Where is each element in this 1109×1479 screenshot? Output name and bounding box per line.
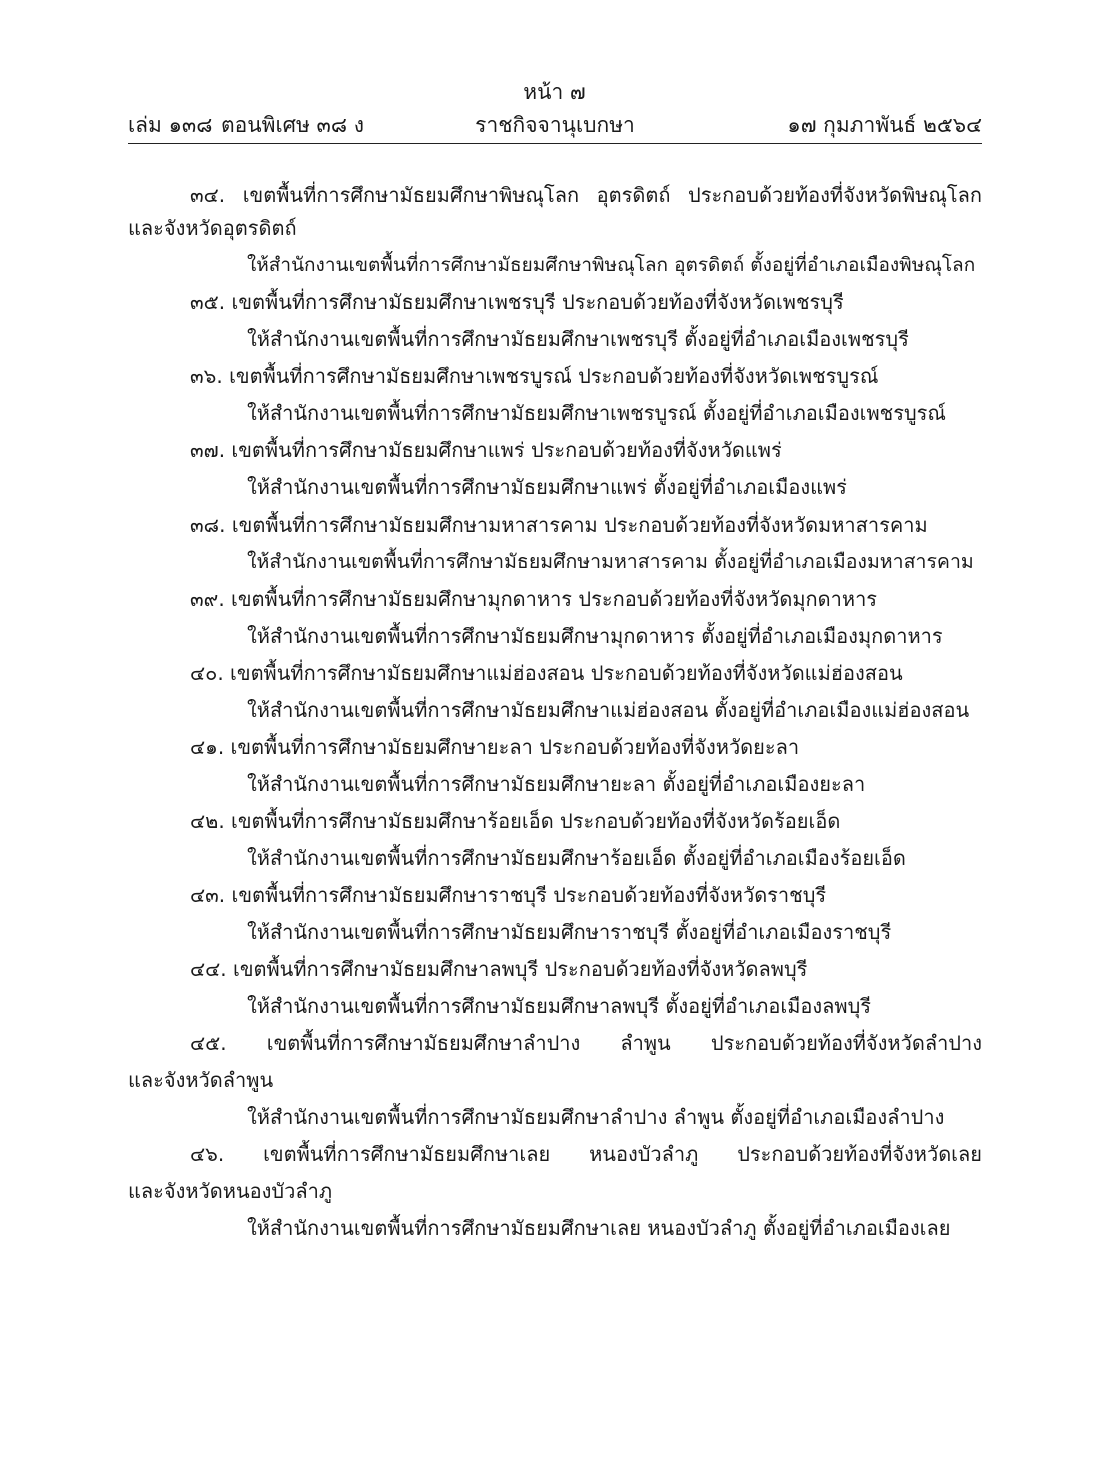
issue-date: ๑๗ กุมภาพันธ์ ๒๕๖๔ <box>787 113 982 137</box>
item-41-text: ๔๑. เขตพื้นที่การศึกษามัธยมศึกษายะลา ประกอบด้วยท้องที่จังหวัดยะลา <box>190 735 800 759</box>
gazette-header <box>128 110 982 140</box>
item-34-text: ๓๔. เขตพื้นที่การศึกษามัธยมศึกษาพิษณุโลก อุตรดิตถ์ ประกอบด้วยท้องที่จังหวัดพิษณุโลก <box>190 183 982 207</box>
item-34-continuation: และจังหวัดอุตรดิตถ์ <box>128 216 297 240</box>
header-divider <box>128 143 982 144</box>
item-46-text: ๔๖. เขตพื้นที่การศึกษามัธยมศึกษาเลย หนองบัวลำภู ประกอบด้วยท้องที่จังหวัดเลย <box>190 1142 982 1166</box>
item-35-text: ๓๕. เขตพื้นที่การศึกษามัธยมศึกษาเพชรบุรี ประกอบด้วยท้องที่จังหวัดเพชรบุรี <box>190 290 844 314</box>
item-36-text: ๓๖. เขตพื้นที่การศึกษามัธยมศึกษาเพชรบูรณ์ ประกอบด้วยท้องที่จังหวัดเพชรบูรณ์ <box>190 364 879 388</box>
item-46-office: ให้สำนักงานเขตพื้นที่การศึกษามัธยมศึกษาเลย หนองบัวลำภู ตั้งอยู่ที่อำเภอเมืองเลย <box>247 1216 951 1240</box>
item-34-office: ให้สำนักงานเขตพื้นที่การศึกษามัธยมศึกษาพิษณุโลก อุตรดิตถ์ ตั้งอยู่ที่อำเภอเมืองพิษณุโลก <box>247 254 976 276</box>
item-45-continuation: และจังหวัดลำพูน <box>128 1068 274 1092</box>
item-45-office: ให้สำนักงานเขตพื้นที่การศึกษามัธยมศึกษาลำปาง ลำพูน ตั้งอยู่ที่อำเภอเมืองลำปาง <box>247 1105 945 1129</box>
item-39-text: ๓๙. เขตพื้นที่การศึกษามัธยมศึกษามุกดาหาร ประกอบด้วยท้องที่จังหวัดมุกดาหาร <box>190 587 878 611</box>
item-45-text: ๔๕. เขตพื้นที่การศึกษามัธยมศึกษาลำปาง ลำพูน ประกอบด้วยท้องที่จังหวัดลำปาง <box>190 1031 982 1055</box>
item-44-office: ให้สำนักงานเขตพื้นที่การศึกษามัธยมศึกษาลพบุรี ตั้งอยู่ที่อำเภอเมืองลพบุรี <box>247 994 872 1018</box>
item-43-office: ให้สำนักงานเขตพื้นที่การศึกษามัธยมศึกษาราชบุรี ตั้งอยู่ที่อำเภอเมืองราชบุรี <box>247 920 892 944</box>
item-40-text: ๔๐. เขตพื้นที่การศึกษามัธยมศึกษาแม่ฮ่องสอน ประกอบด้วยท้องที่จังหวัดแม่ฮ่องสอน <box>190 661 903 685</box>
item-41-office: ให้สำนักงานเขตพื้นที่การศึกษามัธยมศึกษายะลา ตั้งอยู่ที่อำเภอเมืองยะลา <box>247 772 866 796</box>
item-38-text: ๓๘. เขตพื้นที่การศึกษามัธยมศึกษามหาสารคาม ประกอบด้วยท้องที่จังหวัดมหาสารคาม <box>190 513 928 537</box>
item-38-office: ให้สำนักงานเขตพื้นที่การศึกษามัธยมศึกษามหาสารคาม ตั้งอยู่ที่อำเภอเมืองมหาสารคาม <box>247 550 974 573</box>
item-42-text: ๔๒. เขตพื้นที่การศึกษามัธยมศึกษาร้อยเอ็ด ประกอบด้วยท้องที่จังหวัดร้อยเอ็ด <box>190 809 841 833</box>
item-37-office: ให้สำนักงานเขตพื้นที่การศึกษามัธยมศึกษาแพร่ ตั้งอยู่ที่อำเภอเมืองแพร่ <box>247 475 847 499</box>
item-35-office: ให้สำนักงานเขตพื้นที่การศึกษามัธยมศึกษาเพชรบุรี ตั้งอยู่ที่อำเภอเมืองเพชรบุรี <box>247 327 909 351</box>
item-40-office: ให้สำนักงานเขตพื้นที่การศึกษามัธยมศึกษาแม่ฮ่องสอน ตั้งอยู่ที่อำเภอเมืองแม่ฮ่องสอน <box>247 698 970 722</box>
page-number: หน้า ๗ <box>523 80 586 104</box>
item-37-text: ๓๗. เขตพื้นที่การศึกษามัธยมศึกษาแพร่ ประกอบด้วยท้องที่จังหวัดแพร่ <box>190 438 782 462</box>
item-42-office: ให้สำนักงานเขตพื้นที่การศึกษามัธยมศึกษาร้อยเอ็ด ตั้งอยู่ที่อำเภอเมืองร้อยเอ็ด <box>247 846 906 870</box>
issue-label: ตอนพิเศษ ๓๘ ง <box>221 113 364 137</box>
gazette-title: ราชกิจจานุเบกษา <box>475 113 635 137</box>
item-43-text: ๔๓. เขตพื้นที่การศึกษามัธยมศึกษาราชบุรี ประกอบด้วยท้องที่จังหวัดราชบุรี <box>190 883 827 907</box>
item-46-continuation: และจังหวัดหนองบัวลำภู <box>128 1179 333 1203</box>
item-44-text: ๔๔. เขตพื้นที่การศึกษามัธยมศึกษาลพบุรี ประกอบด้วยท้องที่จังหวัดลพบุรี <box>190 957 808 981</box>
item-36-office: ให้สำนักงานเขตพื้นที่การศึกษามัธยมศึกษาเพชรบูรณ์ ตั้งอยู่ที่อำเภอเมืองเพชรบูรณ์ <box>247 401 946 425</box>
item-39-office: ให้สำนักงานเขตพื้นที่การศึกษามัธยมศึกษามุกดาหาร ตั้งอยู่ที่อำเภอเมืองมุกดาหาร <box>247 624 943 648</box>
volume-label: เล่ม ๑๓๘ <box>128 113 213 137</box>
